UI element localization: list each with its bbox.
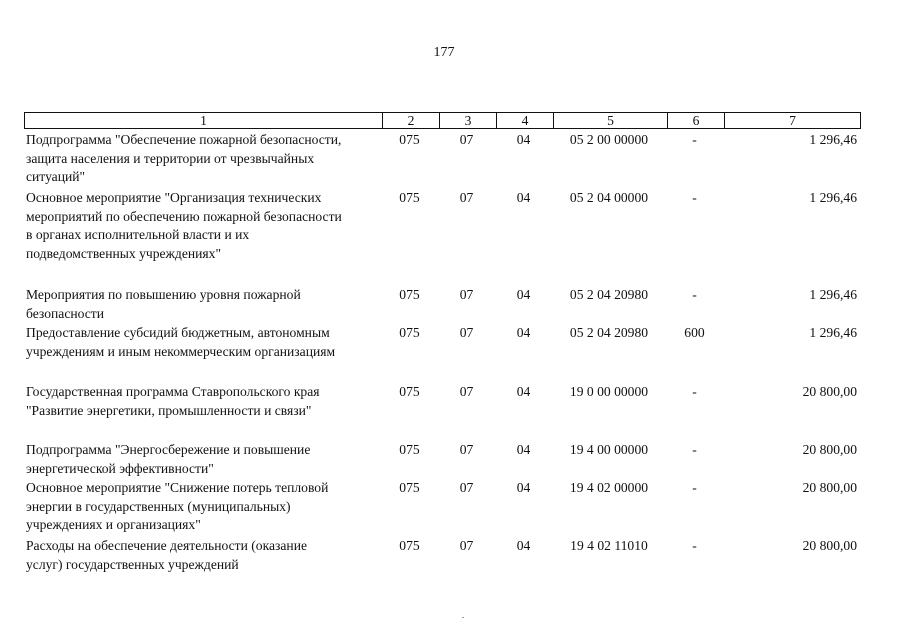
table-header bbox=[24, 112, 861, 129]
table-row bbox=[24, 383, 861, 420]
table-row bbox=[24, 441, 861, 478]
row-col-6: - bbox=[692, 538, 697, 553]
row-col-7: 20 800,00 bbox=[802, 538, 857, 553]
row-col-6: - bbox=[692, 442, 697, 457]
table-row bbox=[24, 479, 861, 535]
table-row bbox=[24, 131, 861, 187]
row-col-5: 05 2 00 00000 bbox=[569, 132, 649, 147]
row-col-4: 04 bbox=[516, 480, 531, 495]
row-name: Расходы на обеспечение деятельности (оказание услуг) государственных учреждений bbox=[26, 538, 308, 572]
row-col-6: - bbox=[692, 190, 697, 205]
table-row bbox=[24, 537, 861, 574]
row-col-7: 1 296,46 bbox=[809, 132, 857, 147]
row-col-3: 07 bbox=[459, 384, 474, 399]
table-row bbox=[24, 324, 861, 361]
row-col-7: 20 800,00 bbox=[802, 442, 857, 457]
row-col-5: 19 0 00 00000 bbox=[569, 384, 649, 399]
header-col-7: 7 bbox=[724, 113, 860, 128]
row-name: Подпрограмма "Обеспечение пожарной безопасности, защита населения и территории от чрезвычайных ситуаций" bbox=[26, 132, 342, 185]
row-col-2: 075 bbox=[399, 325, 420, 340]
scan-speck bbox=[462, 617, 464, 618]
row-name: Основное мероприятие "Организация технических мероприятий по обеспечению пожарной безопасности в органах исполнительной власти и их подведомственных учреждениях" bbox=[26, 190, 342, 261]
row-col-6: - bbox=[692, 480, 697, 495]
row-col-4: 04 bbox=[516, 442, 531, 457]
row-col-5: 05 2 04 20980 bbox=[569, 287, 649, 302]
row-col-4: 04 bbox=[516, 132, 531, 147]
row-col-5: 19 4 02 00000 bbox=[569, 480, 649, 495]
header-col-1: 1 bbox=[200, 113, 207, 128]
row-col-6: - bbox=[692, 384, 697, 399]
row-col-4: 04 bbox=[516, 287, 531, 302]
row-name: Государственная программа Ставропольского края "Развитие энергетики, промышленности и связи" bbox=[26, 384, 320, 418]
row-col-2: 075 bbox=[399, 442, 420, 457]
row-name: Подпрограмма "Энергосбережение и повышение энергетической эффективности" bbox=[26, 442, 311, 476]
row-col-4: 04 bbox=[516, 384, 531, 399]
row-name: Основное мероприятие "Снижение потерь тепловой энергии в государственных (муниципальных) учреждениях и организациях" bbox=[26, 480, 329, 533]
row-col-2: 075 bbox=[399, 384, 420, 399]
row-col-2: 075 bbox=[399, 132, 420, 147]
row-col-7: 20 800,00 bbox=[802, 480, 857, 495]
row-col-3: 07 bbox=[459, 132, 474, 147]
header-col-3: 3 bbox=[439, 113, 496, 128]
page-number: 177 bbox=[433, 45, 455, 60]
row-col-3: 07 bbox=[459, 442, 474, 457]
row-col-2: 075 bbox=[399, 480, 420, 495]
row-col-5: 19 4 02 11010 bbox=[570, 538, 648, 553]
row-name: Мероприятия по повышению уровня пожарной безопасности bbox=[26, 287, 301, 321]
row-col-5: 05 2 04 00000 bbox=[569, 190, 649, 205]
header-col-4: 4 bbox=[496, 113, 553, 128]
header-col-5: 5 bbox=[553, 113, 667, 128]
row-col-7: 1 296,46 bbox=[809, 287, 857, 302]
row-col-4: 04 bbox=[516, 190, 531, 205]
row-col-5: 19 4 00 00000 bbox=[569, 442, 649, 457]
row-col-2: 075 bbox=[399, 287, 420, 302]
row-col-3: 07 bbox=[459, 480, 474, 495]
row-name: Предоставление субсидий бюджетным, автономным учреждениям и иным некоммерческим организациям bbox=[26, 325, 336, 359]
row-col-2: 075 bbox=[399, 538, 420, 553]
row-col-4: 04 bbox=[516, 325, 531, 340]
row-col-3: 07 bbox=[459, 287, 474, 302]
row-col-5: 05 2 04 20980 bbox=[569, 325, 649, 340]
row-col-7: 1 296,46 bbox=[809, 325, 857, 340]
header-col-6: 6 bbox=[667, 113, 724, 128]
row-col-6: - bbox=[692, 132, 697, 147]
row-col-6: - bbox=[692, 287, 697, 302]
row-col-3: 07 bbox=[459, 538, 474, 553]
row-col-2: 075 bbox=[399, 190, 420, 205]
row-col-6: 600 bbox=[684, 325, 705, 340]
row-col-4: 04 bbox=[516, 538, 531, 553]
table-row bbox=[24, 286, 861, 323]
row-col-7: 20 800,00 bbox=[802, 384, 857, 399]
table-row bbox=[24, 189, 861, 263]
row-col-3: 07 bbox=[459, 325, 474, 340]
row-col-3: 07 bbox=[459, 190, 474, 205]
row-col-7: 1 296,46 bbox=[809, 190, 857, 205]
header-col-2: 2 bbox=[382, 113, 439, 128]
